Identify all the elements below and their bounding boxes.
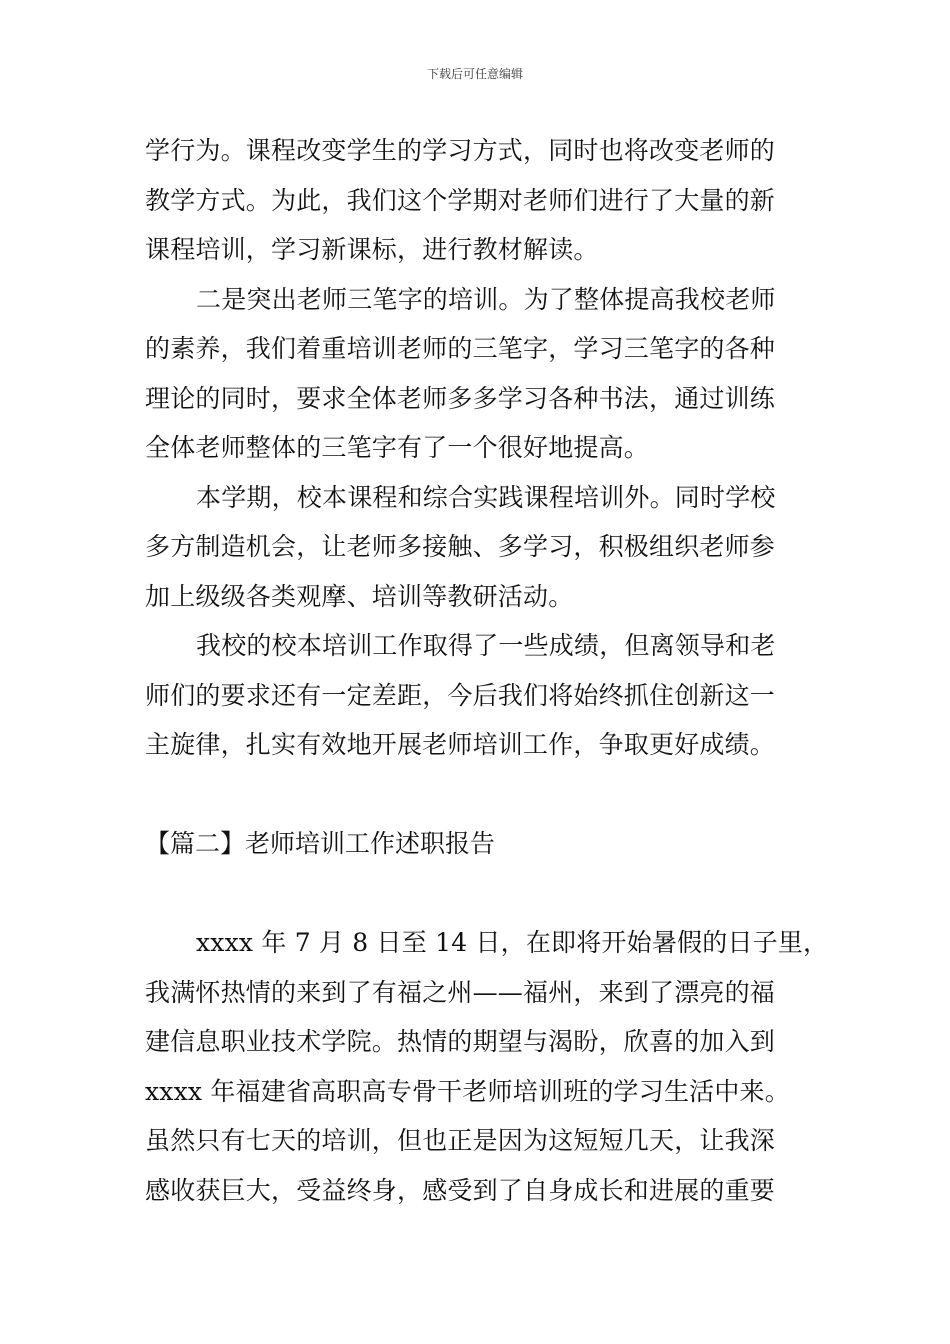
text-line: 二是突出老师三笔字的培训。为了整体提高我校老师 [196, 284, 776, 314]
text-line: 我校的校本培训工作取得了一些成绩，但离领导和老 [196, 631, 776, 660]
paragraph-3 [145, 473, 810, 622]
text-line: 理论的同时，要求全体老师多多学习各种书法，通过训练 [145, 383, 776, 413]
text-line: 虽然只有七天的培训，但也正是因为这短短几天，让我深 [145, 1126, 776, 1155]
blank-line [145, 770, 810, 820]
document-body [145, 126, 829, 1215]
text-line: 本学期，校本课程和综合实践课程培训外。同时学校 [196, 482, 776, 512]
text-line: 学行为。课程改变学生的学习方式，同时也将改变老师的 [145, 136, 776, 165]
text-line: 加上级级各类观摩、培训等教研活动。 [145, 581, 574, 611]
text-line: 课程培训，学习新课标，进行教材解读。 [145, 235, 599, 264]
paragraph-4 [145, 621, 810, 770]
page-header: 下载后可任意编辑 [426, 67, 523, 81]
paragraph-2 [145, 275, 810, 473]
text-line: 主旋律，扎实有效地开展老师培训工作，争取更好成绩。 [145, 730, 776, 759]
blank-line [145, 869, 810, 919]
text-line: 多方制造机会，让老师多接触、多学习，积极组织老师参 [145, 532, 776, 561]
text-line: 师们的要求还有一定差距，今后我们将始终抓住创新这一 [145, 680, 776, 710]
text-line: 全体老师整体的三笔字有了一个很好地提高。 [145, 433, 650, 462]
text-line: 的素养，我们着重培训老师的三笔字，学习三笔字的各种 [145, 334, 776, 363]
text-line: xxxx 年 7 月 8 日至 14 日，在即将开始暑假的日子里， [196, 928, 829, 957]
text-line: 教学方式。为此，我们这个学期对老师们进行了大量的新 [145, 185, 776, 215]
paragraph-1 [145, 126, 810, 275]
section-title: 【篇二】老师培训工作述职报告 [145, 829, 496, 858]
text-line: xxxx 年福建省高职高专骨干老师培训班的学习生活中来。 [145, 1076, 790, 1106]
text-line: 感收获巨大，受益终身，感受到了自身成长和进展的重要 [145, 1175, 776, 1205]
text-line: 我满怀热情的来到了有福之州——福州，来到了漂亮的福 [145, 977, 776, 1007]
text-line: 建信息职业技术学院。热情的期望与渴盼，欣喜的加入到 [145, 1027, 776, 1056]
paragraph-5 [145, 918, 829, 1215]
